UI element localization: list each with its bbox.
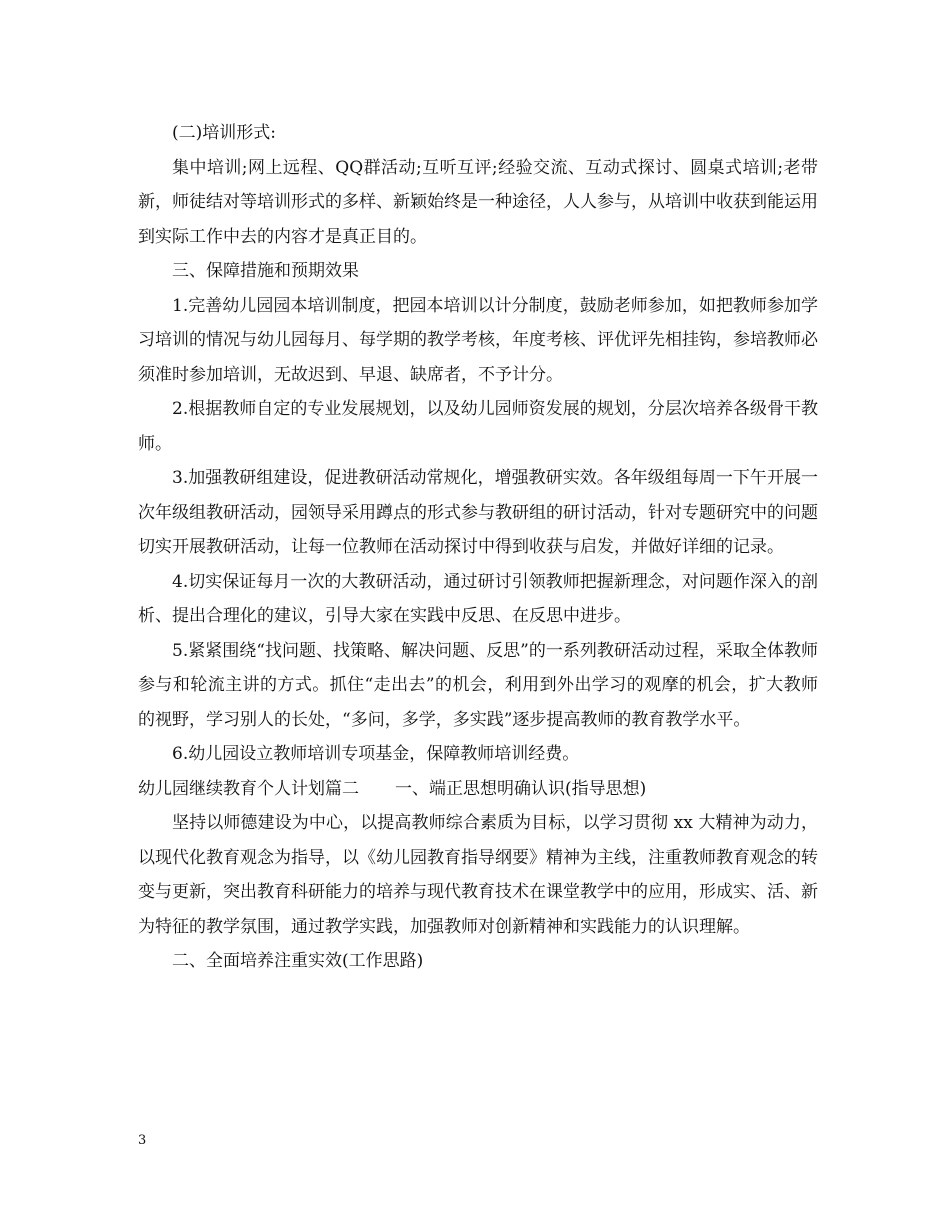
section-heading <box>138 772 818 807</box>
work-idea-heading: 二、全面培养注重实效(工作思路) <box>172 951 424 971</box>
measure-item-3: 3.加强教研组建设，促进教研活动常规化，增强教研实效。各年级组每周一下午开展一次年级组教研活动，园领导采用蹲点的形式参与教研组的研讨活动，针对专题研究中的问题切实开展教研活动，让每一位教师在活动探讨中得到收获与启发，并做好详细的记录。 <box>138 468 818 557</box>
training-form-heading: (二)培训形式: <box>172 123 276 143</box>
measure-item-1: 1.完善幼儿园园本培训制度，把园本培训以计分制度，鼓励老师参加，如把教师参加学习培训的情况与幼儿园每月、每学期的教学考核，年度考核、评优评先相挂钩，参培教师必须准时参加培训，无故迟到、早退、缺席者，不予计分。 <box>138 295 818 385</box>
section-title: 幼儿园继续教育个人计划篇二 <box>138 778 359 799</box>
measure-item-2: 2.根据教师自定的专业发展规划，以及幼儿园师资发展的规划，分层次培养各级骨干教师。 <box>138 399 818 454</box>
guiding-thought-paragraph: 坚持以师德建设为中心，以提高教师综合素质为目标，以学习贯彻 xx 大精神为动力，以现代化教育观念为指导，以《幼儿园教育指导纲要》精神为主线，注重教师教育观念的转变与更新，突出教育科研能力的培养与现代教育技术在课堂教学中的应用，形成实、活、新为特征的教学氛围，通过教学实践，加强教师对创新精神和实践能力的认识理解。 <box>138 813 818 937</box>
section-subtitle: 一、端正思想明确认识(指导思想) <box>395 778 647 799</box>
measure-item-6: 6.幼儿园设立教师培训专项基金，保障教师培训经费。 <box>172 744 580 764</box>
measure-item-5: 5.紧紧围绕“找问题、找策略、解决问题、反思”的一系列教研活动过程，采取全体教师参与和轮流主讲的方式。抓住“走出去”的机会，利用到外出学习的观摩的机会，扩大教师的视野，学习别人的长处，“多问，多学，多实践”逐步提高教师的教育教学水平。 <box>138 640 818 730</box>
training-form-paragraph: 集中培训;网上远程、QQ群活动;互听互评;经验交流、互动式探讨、圆桌式培训;老带新，师徒结对等培训形式的多样、新颖始终是一种途径，人人参与，从培训中收获到能运用到实际工作中去的内容才是真正目的。 <box>138 157 818 247</box>
page-number: 3 <box>138 1133 147 1148</box>
document-body <box>138 116 818 979</box>
measures-heading: 三、保障措施和预期效果 <box>172 261 359 281</box>
measure-item-4: 4.切实保证每月一次的大教研活动，通过研讨引领教师把握新理念，对问题作深入的剖析、提出合理化的建议，引导大家在实践中反思、在反思中进步。 <box>138 571 818 626</box>
